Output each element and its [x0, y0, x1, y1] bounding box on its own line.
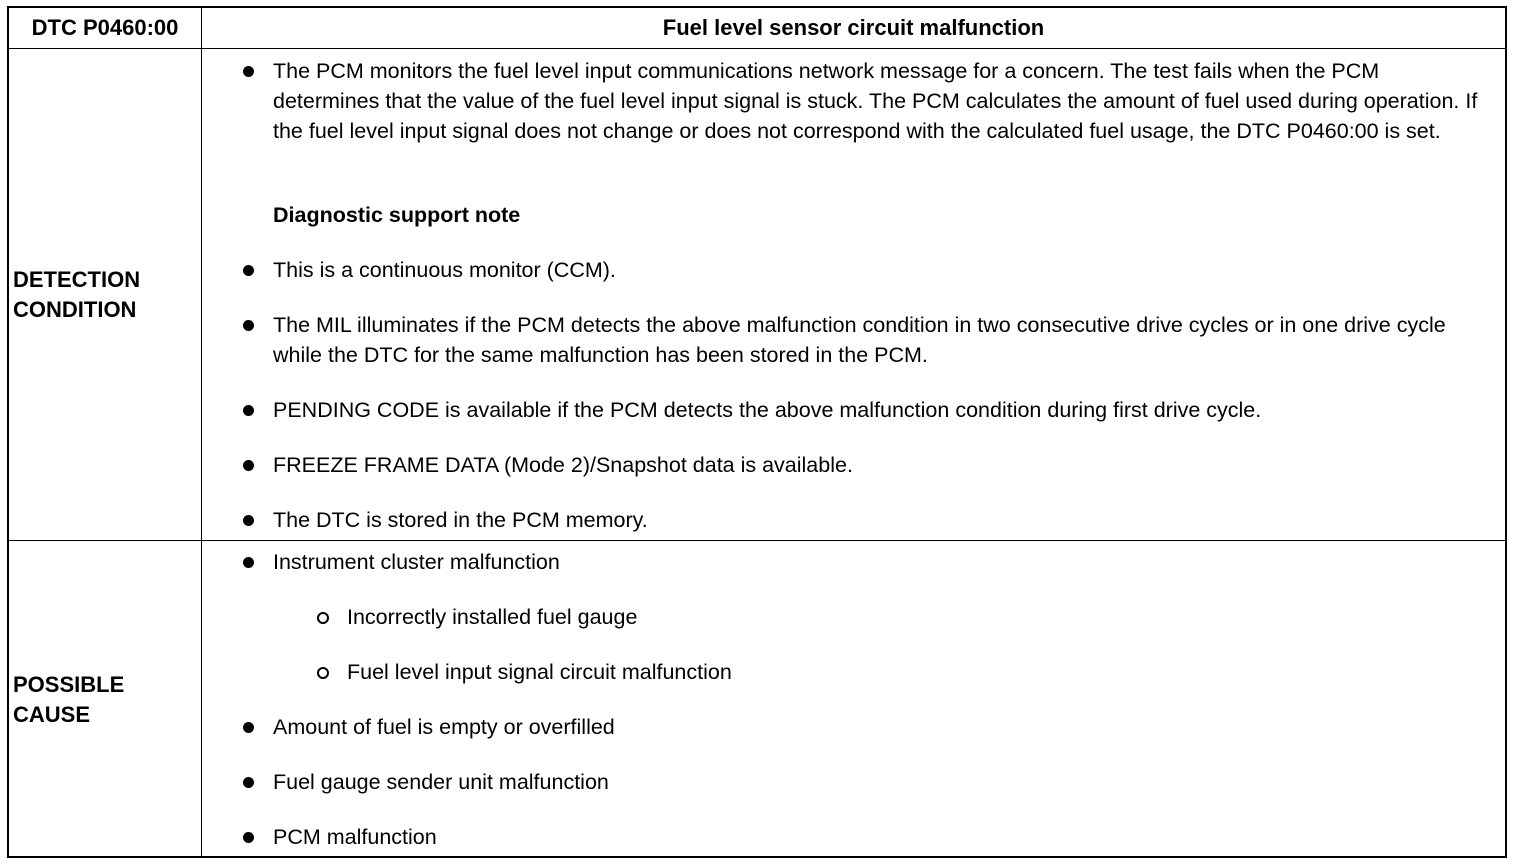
- bullet-icon: [243, 557, 254, 568]
- bullet-icon: [243, 832, 254, 843]
- diagnostic-support-note-heading: Diagnostic support note: [273, 203, 521, 227]
- bullet-icon: [243, 320, 254, 331]
- detection-condition-label: [13, 265, 197, 325]
- detection-item: The MIL illuminates if the PCM detects the above malfunction condition in two consecutive drive cycles or in one drive cycle while the DTC for the same malfunction has been stored in the PCM.: [273, 313, 1446, 367]
- detection-label-line1: DETECTION: [13, 267, 141, 292]
- header-divider: [9, 48, 1505, 49]
- detection-item: The DTC is stored in the PCM memory.: [273, 508, 648, 532]
- ring-bullet-icon: [317, 612, 329, 624]
- dtc-code: DTC P0460:00: [31, 15, 179, 40]
- cause-item: Instrument cluster malfunction: [273, 550, 560, 574]
- bullet-icon: [243, 777, 254, 788]
- dtc-title: Fuel level sensor circuit malfunction: [662, 15, 1045, 40]
- bullet-icon: [243, 460, 254, 471]
- column-divider: [201, 8, 202, 856]
- cause-item: Amount of fuel is empty or overfilled: [273, 715, 615, 739]
- cause-item: PCM malfunction: [273, 825, 437, 849]
- cause-sub-item: Fuel level input signal circuit malfunction: [347, 660, 732, 684]
- bullet-icon: [243, 405, 254, 416]
- cause-sub-item: Incorrectly installed fuel gauge: [347, 605, 638, 629]
- cause-item: Fuel gauge sender unit malfunction: [273, 770, 609, 794]
- row-divider: [9, 540, 1505, 541]
- bullet-icon: [243, 515, 254, 526]
- bullet-icon: [243, 265, 254, 276]
- bullet-icon: [243, 722, 254, 733]
- ring-bullet-icon: [317, 667, 329, 679]
- detection-item: The PCM monitors the fuel level input communications network message for a concern. The test fails when the PCM determines that the value of the fuel level input signal is stuck. The PCM calculates the amount of fuel used during operation. If the fuel level input signal does not change or does not correspond with the calculated fuel usage, the DTC P0460:00 is set.: [273, 59, 1478, 143]
- cause-label-line1: POSSIBLE: [13, 672, 125, 697]
- detection-item: FREEZE FRAME DATA (Mode 2)/Snapshot data is available.: [273, 453, 853, 477]
- cause-label-line2: CAUSE: [13, 702, 91, 727]
- detection-item: PENDING CODE is available if the PCM detects the above malfunction condition during first drive cycle.: [273, 398, 1262, 422]
- detection-item: This is a continuous monitor (CCM).: [273, 258, 616, 282]
- detection-label-line2: CONDITION: [13, 297, 137, 322]
- possible-cause-label: [13, 670, 197, 730]
- bullet-icon: [243, 66, 254, 77]
